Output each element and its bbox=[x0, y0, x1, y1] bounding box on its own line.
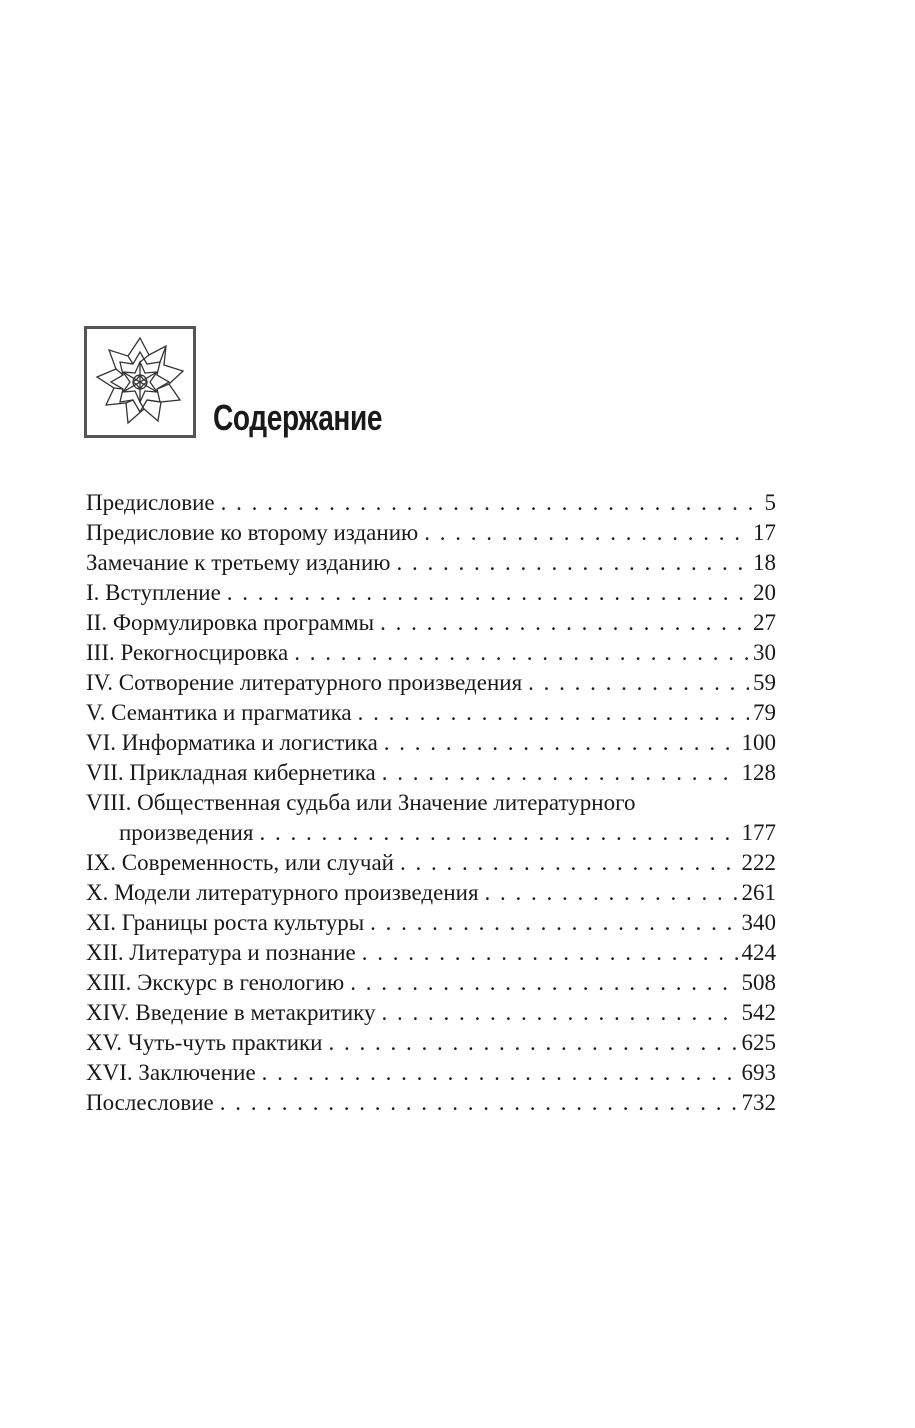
toc-entry-page: 177 bbox=[741, 820, 776, 845]
dot-leader bbox=[384, 728, 738, 758]
toc-entry-page: 128 bbox=[741, 760, 776, 785]
toc-entry-page: 222 bbox=[741, 850, 776, 875]
toc-entry-title: XIII. Экскурс в генологию bbox=[86, 970, 345, 995]
toc-entry-continuation[interactable] bbox=[86, 818, 776, 848]
toc-entry-title-continuation: произведения bbox=[119, 820, 254, 845]
toc-entry-page: 17 bbox=[753, 520, 776, 545]
toc-entry[interactable] bbox=[86, 758, 776, 788]
dot-leader bbox=[294, 638, 749, 668]
toc-entry-page: 424 bbox=[741, 940, 776, 965]
toc-entry-title: XIV. Введение в метакритику bbox=[86, 1000, 376, 1025]
dot-leader bbox=[221, 488, 761, 518]
toc-entry[interactable] bbox=[86, 998, 776, 1028]
toc-entry[interactable] bbox=[86, 1028, 776, 1058]
dot-leader bbox=[370, 908, 737, 938]
toc-entry-title: II. Формулировка программы bbox=[86, 610, 375, 635]
toc-entry[interactable] bbox=[86, 848, 776, 878]
dot-leader bbox=[380, 608, 749, 638]
page-title: Содержание bbox=[213, 397, 383, 438]
toc-entry-title: X. Модели литературного произведения bbox=[86, 880, 479, 905]
toc-entry-title: III. Рекогносцировка bbox=[86, 640, 289, 665]
toc-entry-page: 732 bbox=[741, 1090, 776, 1115]
toc-entry[interactable] bbox=[86, 968, 776, 998]
toc-entry-title: Замечание к третьему изданию bbox=[86, 550, 391, 575]
dot-leader bbox=[329, 1028, 738, 1058]
dot-leader bbox=[362, 938, 738, 968]
toc-entry-title: IV. Сотворение литературного произведения bbox=[86, 670, 523, 695]
toc-entry-page: 30 bbox=[753, 640, 776, 665]
toc-entry-title: I. Вступление bbox=[86, 580, 221, 605]
toc-entry-page: 18 bbox=[753, 550, 776, 575]
dot-leader bbox=[528, 668, 749, 698]
dot-leader bbox=[259, 818, 737, 848]
dot-leader bbox=[358, 698, 749, 728]
dot-leader bbox=[382, 758, 738, 788]
toc-entry[interactable] bbox=[86, 668, 776, 698]
toc-entry-title: VI. Информатика и логистика bbox=[86, 730, 378, 755]
toc-entry-page: 508 bbox=[741, 970, 776, 995]
dot-leader bbox=[220, 1088, 738, 1118]
toc-entry-page: 20 bbox=[753, 580, 776, 605]
toc-entry-page: 59 bbox=[753, 670, 776, 695]
toc-entry-page: 340 bbox=[741, 910, 776, 935]
dot-leader bbox=[262, 1058, 738, 1088]
toc-entry-title: VIII. Общественная судьба или Значение литературного bbox=[86, 790, 636, 815]
dot-leader bbox=[350, 968, 737, 998]
dot-leader bbox=[227, 578, 749, 608]
toc-entry[interactable] bbox=[86, 608, 776, 638]
dot-leader bbox=[381, 998, 737, 1028]
ornamental-star-emblem-icon bbox=[84, 326, 196, 438]
toc-entry-page: 625 bbox=[741, 1030, 776, 1055]
toc-entry-title: XII. Литература и познание bbox=[86, 940, 356, 965]
toc-entry-title: V. Семантика и прагматика bbox=[86, 700, 352, 725]
toc-entry[interactable] bbox=[86, 488, 776, 518]
toc-entry-title: Послесловие bbox=[86, 1090, 214, 1115]
toc-entry-title: VII. Прикладная кибернетика bbox=[86, 760, 376, 785]
toc-entry-page: 5 bbox=[764, 490, 776, 515]
toc-entry[interactable] bbox=[86, 578, 776, 608]
toc-entry-page: 100 bbox=[741, 730, 776, 755]
toc-entry[interactable] bbox=[86, 548, 776, 578]
table-of-contents bbox=[86, 488, 776, 1118]
toc-entry[interactable] bbox=[86, 938, 776, 968]
toc-entry-title: Предисловие bbox=[86, 490, 215, 515]
toc-entry-title: IX. Современность, или случай bbox=[86, 850, 394, 875]
toc-entry[interactable] bbox=[86, 908, 776, 938]
dot-leader bbox=[400, 848, 738, 878]
toc-entry[interactable] bbox=[86, 878, 776, 908]
toc-entry[interactable] bbox=[86, 728, 776, 758]
toc-entry-title: XI. Границы роста культуры bbox=[86, 910, 365, 935]
toc-entry-page: 693 bbox=[741, 1060, 776, 1085]
toc-entry[interactable] bbox=[86, 518, 776, 548]
toc-entry[interactable] bbox=[86, 1088, 776, 1118]
dot-leader bbox=[485, 878, 738, 908]
toc-entry-page: 261 bbox=[741, 880, 776, 905]
toc-entry-title: XVI. Заключение bbox=[86, 1060, 256, 1085]
toc-entry[interactable] bbox=[86, 698, 776, 728]
toc-entry-page: 79 bbox=[753, 700, 776, 725]
dot-leader bbox=[424, 518, 749, 548]
toc-entry-title: Предисловие ко второму изданию bbox=[86, 520, 419, 545]
toc-entry-title: XV. Чуть-чуть практики bbox=[86, 1030, 323, 1055]
toc-entry-page: 27 bbox=[753, 610, 776, 635]
toc-entry[interactable] bbox=[86, 1058, 776, 1088]
toc-entry[interactable] bbox=[86, 638, 776, 668]
toc-entry[interactable] bbox=[86, 788, 776, 818]
dot-leader bbox=[396, 548, 749, 578]
toc-entry-page: 542 bbox=[741, 1000, 776, 1025]
